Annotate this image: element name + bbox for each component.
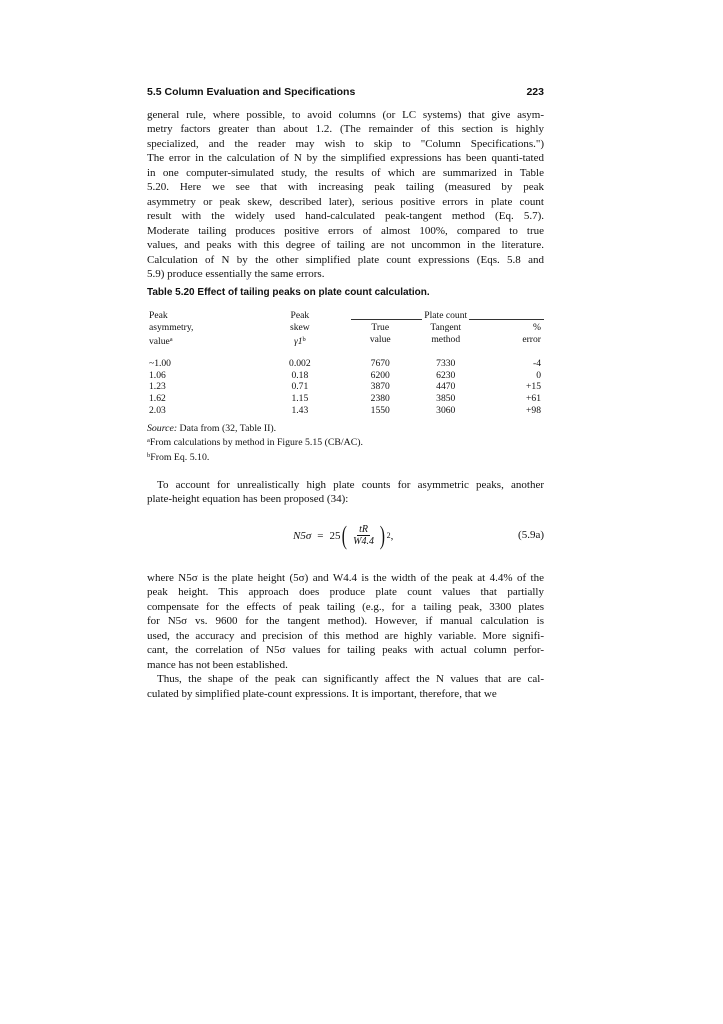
table-cell: 2380 <box>370 393 390 405</box>
text-line: 5.20. Here we see that with increasing peak tailing (measured by peak <box>147 181 544 194</box>
section-title: 5.5 Column Evaluation and Specifications <box>147 86 356 98</box>
table-cell: 7670 <box>370 357 390 369</box>
text-line: To account for unrealistically high plate counts for asymmetric peaks, another <box>157 479 544 492</box>
text-line: specialized, and the reader may wish to skip to "Column Specifications.") <box>147 137 544 150</box>
text-line: peak height. This approach does produce plate count values that partially <box>147 586 544 599</box>
footnote-b: $^b$From Eq. 5.10. <box>147 451 210 463</box>
table-cell: 0 <box>536 369 541 381</box>
table-cell: 1.15 <box>291 393 309 405</box>
text-line: culated by simplified plate-count expressions. It is important, therefore, that we <box>147 687 497 700</box>
table-cell: ~1.00 <box>149 357 171 369</box>
paragraph-4 <box>147 672 544 701</box>
table-cell: 0.71 <box>291 381 309 393</box>
table-cell: 1.23 <box>149 381 166 393</box>
equation-fraction: $\frac{tR}{W4.4}$ <box>353 524 374 548</box>
text-line: 5.9) produce essentially the same errors. <box>147 267 325 280</box>
table-cell: 1.62 <box>149 393 166 405</box>
text-line: values, and peaks with this degree of tailing are not uncommon in the literature. <box>147 239 544 252</box>
equation-5-9a: N5σ = 25 ( $\frac{tR}{W4.4}$ ) 2 , (5.9a) <box>293 520 544 550</box>
paragraph-2 <box>147 478 544 507</box>
table-cell: 1.06 <box>149 369 166 381</box>
book-page <box>147 86 544 701</box>
table-cell: +98 <box>525 405 541 417</box>
header-peak-asymmetry: Peak <box>149 310 168 322</box>
text-line: Calculation of N by the other simplified plate count expressions (Eqs. 5.8 and <box>147 253 544 266</box>
header-peak-skew: Peak <box>290 310 310 322</box>
table-body <box>147 358 544 417</box>
plate-count-table <box>147 310 544 416</box>
text-line: Moderate tailing produces positive errors of almost 100%, compared to true <box>147 224 544 237</box>
table-cell: 6230 <box>436 369 456 381</box>
text-line: metry factors greater than about 1.2. (The remainder of this section is highly <box>147 123 544 136</box>
paragraph-1 <box>147 108 544 281</box>
table-notes <box>147 423 544 464</box>
table-cell: 2.03 <box>149 405 166 417</box>
table-cell: 3870 <box>370 381 390 393</box>
text-line: where N5σ is the plate height (5σ) and W4.4 is the width of the peak at 4.4% of the <box>147 571 544 584</box>
text-line: mance has not been established. <box>147 658 288 671</box>
table-row <box>147 405 544 417</box>
text-line: Thus, the shape of the peak can significantly affect the N values that are cal- <box>157 673 544 686</box>
page-number: 223 <box>526 86 544 98</box>
header-true: True <box>371 322 390 334</box>
paragraph-3 <box>147 571 544 672</box>
table-cell: 1550 <box>370 405 390 417</box>
table-row <box>147 358 544 370</box>
text-line: for N5σ vs. 9600 for the tangent method). However, if manual calculation is <box>147 615 544 628</box>
table-cell: 3060 <box>436 405 456 417</box>
equation-number: (5.9a) <box>518 528 544 541</box>
footnote-a: $^a$From calculations by method in Figure 5.15 (CB/AC). <box>147 437 363 449</box>
equation-lhs: N5σ <box>293 529 312 542</box>
plate-count-group-header: Plate count <box>347 310 544 322</box>
table-cell: 7330 <box>436 357 456 369</box>
table-caption: Table 5.20 Effect of tailing peaks on plate count calculation. <box>147 287 430 299</box>
table-cell: 3850 <box>436 393 456 405</box>
text-line: asymmetry or peak skew, described later), serious positive errors in plate count <box>147 195 544 208</box>
text-line: general rule, where possible, to avoid columns (or LC systems) that give asym- <box>147 109 544 121</box>
text-line: cant, the correlation of N5σ values for tailing peaks with actual column perfor- <box>147 644 544 657</box>
table-row <box>147 381 544 393</box>
header-percent: % <box>533 322 541 334</box>
table-cell: +15 <box>525 381 541 393</box>
table-row <box>147 370 544 382</box>
table-cell: +61 <box>525 393 541 405</box>
table-cell: 0.002 <box>289 357 311 369</box>
table-cell: 6200 <box>370 369 390 381</box>
table-cell: 0.18 <box>291 369 309 381</box>
table-source: Source: Data from (32, Table II). <box>147 422 277 434</box>
text-line: plate-height equation has been proposed (34): <box>147 493 349 506</box>
running-head <box>147 86 544 98</box>
table-header-row-1 <box>147 310 544 322</box>
text-line: in one computer-simulated study, the results of which are summarized in Table <box>147 166 544 179</box>
table-cell: -4 <box>533 357 541 369</box>
text-line: used, the accuracy and precision of this method are highly variable. More signifi- <box>147 629 544 642</box>
table-header-row-2: asymmetry, skew True Tangent % <box>147 322 544 334</box>
table-cell: 4470 <box>436 381 456 393</box>
header-tangent: Tangent <box>430 322 462 334</box>
text-line: The error in the calculation of N by the simplified expressions has been quanti-tated <box>147 152 544 165</box>
text-line: compensate for the effects of peak tailing (e.g., for a tailing peak, 3300 plates <box>147 600 544 613</box>
table-header-row-3: value$^a$ γ1$^b$ value method error <box>149 334 541 348</box>
table-row <box>147 393 544 405</box>
text-line: result with the widely used hand-calculated peak-tangent method (Eq. 5.7). <box>147 210 544 223</box>
table-cell: 1.43 <box>291 405 309 417</box>
